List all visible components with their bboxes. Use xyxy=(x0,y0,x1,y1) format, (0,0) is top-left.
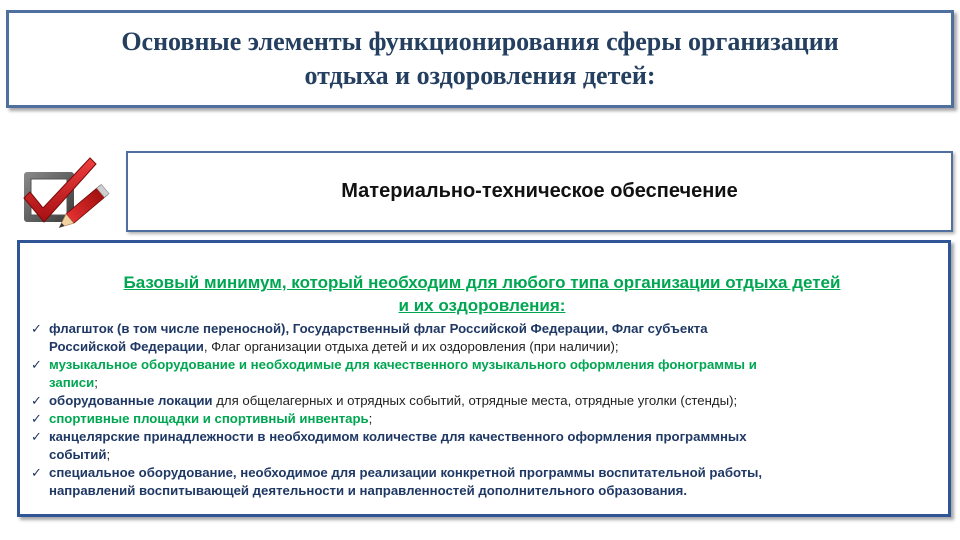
list-item xyxy=(30,464,934,500)
section-header-label: Материально-техническое обеспечение xyxy=(341,180,738,202)
list-item-text: ; xyxy=(94,375,98,390)
lead-heading xyxy=(30,271,934,317)
list-item xyxy=(30,428,934,464)
section-header xyxy=(126,151,953,232)
list-item-text: , Флаг организации отдыха детей и их оздоровления (при наличии); xyxy=(203,339,619,354)
list-item-text: для общелагерных и отрядных событий, отрядные места, отрядные уголки (стенды) xyxy=(212,393,734,408)
list-item-text: флагшток (в том числе переносной), Государственный флаг Российской Федерации, Флаг субъекта xyxy=(49,321,708,336)
list-item-text: спортивные площадки и спортивный инвентарь xyxy=(49,411,369,426)
list-item-text: специальное оборудование, необходимое для реализации конкретной программы воспитательной работы, xyxy=(49,465,763,480)
list-item-text: музыкальное оборудование и необходимые для качественного музыкального оформления фонограммы и xyxy=(49,357,757,372)
content-panel xyxy=(17,240,951,517)
list-item-text: ; xyxy=(368,411,373,426)
list-item-text: канцелярские принадлежности в необходимом количестве для качественного оформления программных xyxy=(49,429,747,444)
list-item xyxy=(30,320,934,356)
list-item-text: Российской Федерации xyxy=(49,339,204,354)
requirements-list xyxy=(30,320,934,500)
list-item-text: событий xyxy=(49,447,107,462)
list-item-text: направлений воспитывающей деятельности и направленностей дополнительного образования. xyxy=(49,483,688,498)
list-item-text: оборудованные локации xyxy=(49,393,213,408)
page-title xyxy=(6,10,954,108)
list-item xyxy=(30,392,934,410)
check-bullet-icon: ✓ xyxy=(31,411,42,426)
check-bullet-icon: ✓ xyxy=(31,429,42,444)
list-item-text: записи xyxy=(49,375,95,390)
list-item-text: ; xyxy=(733,393,738,408)
checkbox-pencil-icon xyxy=(18,156,113,241)
list-item-text: ; xyxy=(106,447,111,462)
page-title-line-1: Основные элементы функционирования сферы организации xyxy=(121,27,839,56)
list-item xyxy=(30,410,934,428)
lead-heading-line-1: Базовый минимум, который необходим для любого типа организации отдыха детей xyxy=(123,273,841,292)
lead-heading-line-2: и их оздоровления: xyxy=(398,296,566,315)
check-bullet-icon: ✓ xyxy=(31,465,42,480)
check-bullet-icon: ✓ xyxy=(31,393,42,408)
page-title-line-2: отдыха и оздоровления детей: xyxy=(304,61,656,90)
check-bullet-icon: ✓ xyxy=(31,321,42,336)
check-bullet-icon: ✓ xyxy=(31,357,42,372)
list-item xyxy=(30,356,934,392)
